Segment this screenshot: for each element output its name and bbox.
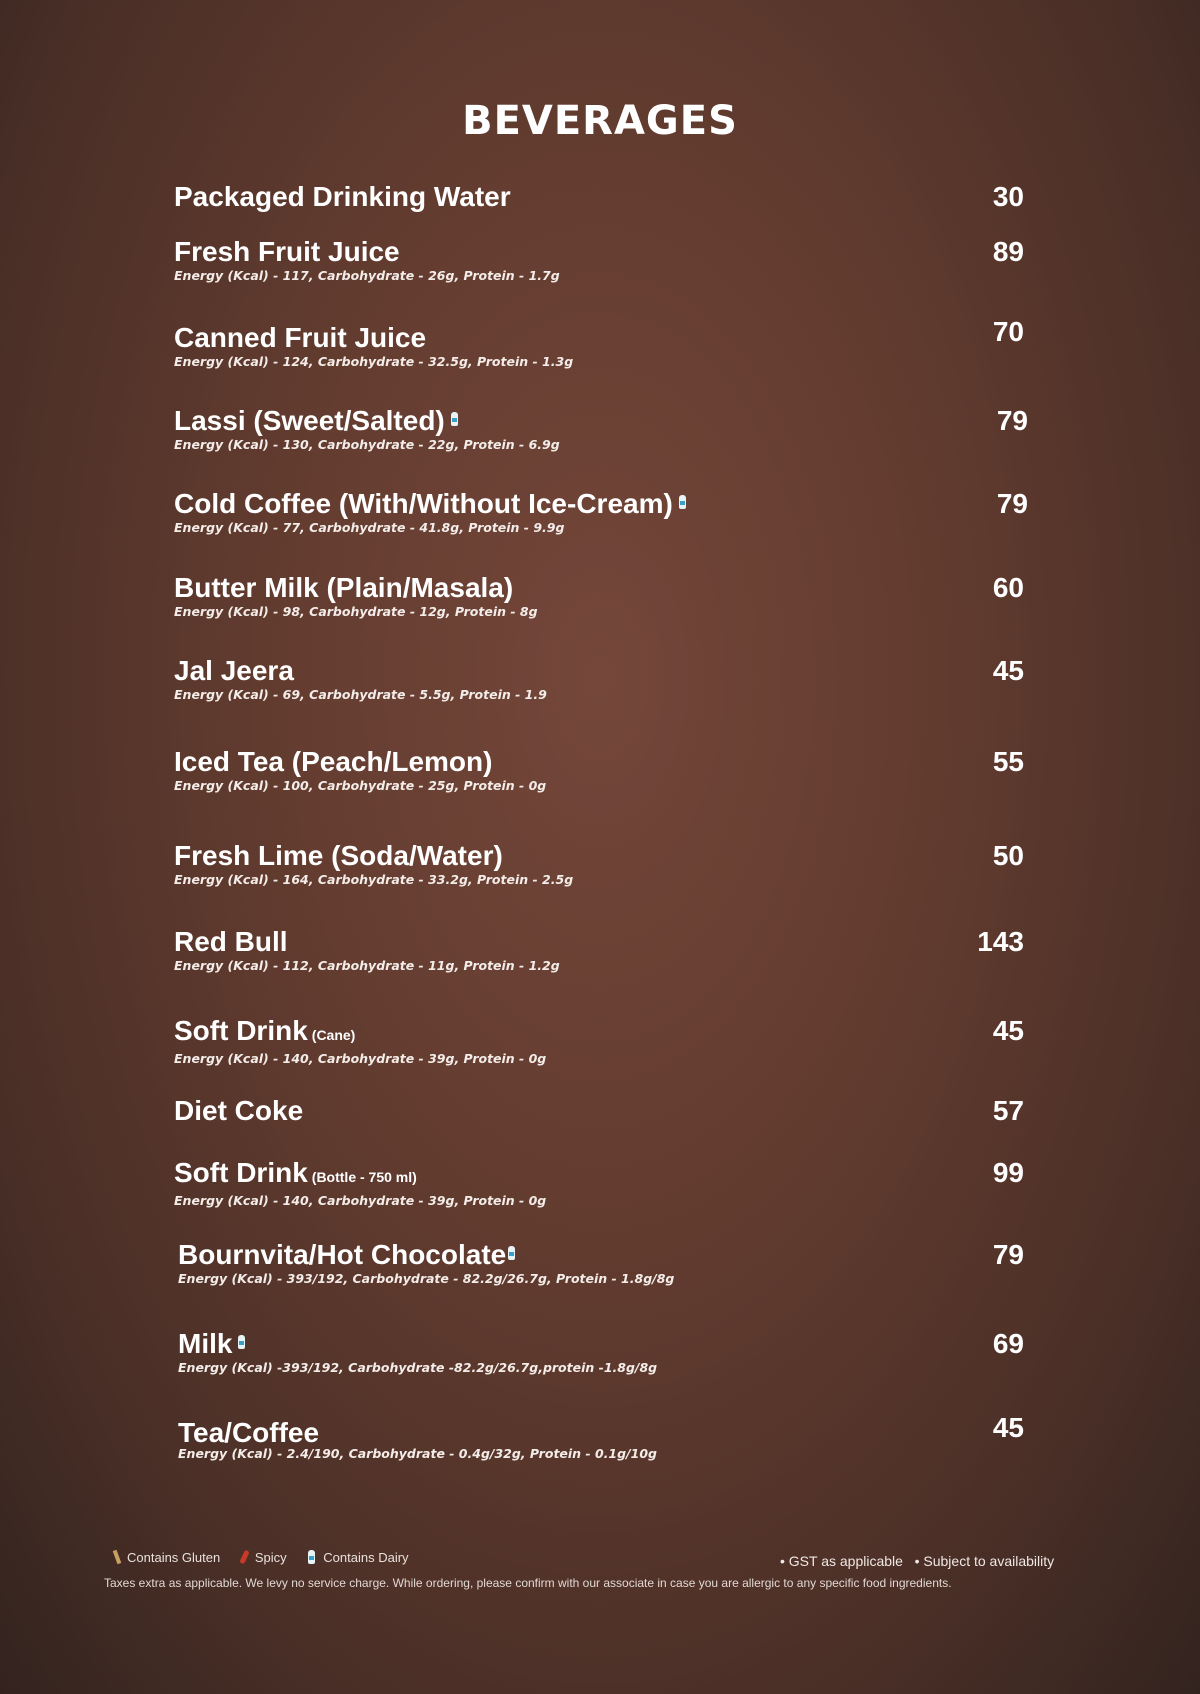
menu-title: BEVERAGES — [462, 98, 738, 144]
item-price: 143 — [977, 926, 1024, 957]
item-name: Soft Drink — [174, 1015, 308, 1046]
item-price: 99 — [992, 1157, 1024, 1188]
menu-item — [174, 1095, 1024, 1127]
dairy-icon — [679, 495, 686, 509]
item-price: 45 — [992, 655, 1024, 686]
item-name: Diet Coke — [174, 1095, 304, 1126]
item-nutrition: Energy (Kcal) - 164, Carbohydrate - 33.2g, Protein - 2.5g — [174, 872, 574, 887]
item-variant: (Cane) — [311, 1027, 356, 1043]
tax-note: Taxes extra as applicable. We levy no service charge. While ordering, please confirm with our associate in case you are allergic to any specific food ingredients. — [104, 1576, 952, 1590]
legend-spicy-label: Spicy — [254, 1550, 287, 1565]
legend-dairy — [308, 1550, 408, 1565]
item-name: Iced Tea (Peach/Lemon) — [174, 746, 493, 777]
item-nutrition: Energy (Kcal) - 69, Carbohydrate - 5.5g, Protein - 1.9 — [174, 687, 547, 702]
item-name: Jal Jeera — [174, 655, 294, 686]
item-variant: (Bottle - 750 ml) — [311, 1169, 417, 1185]
gst-note: • GST as applicable — [780, 1553, 903, 1569]
item-price: 45 — [992, 1015, 1024, 1046]
menu-item — [174, 1157, 1024, 1209]
menu-item — [174, 926, 1024, 974]
item-price: 79 — [996, 488, 1028, 519]
item-price: 69 — [992, 1328, 1024, 1359]
item-name: Soft Drink — [174, 1157, 308, 1188]
item-nutrition: Energy (Kcal) - 117, Carbohydrate - 26g, Protein - 1.7g — [174, 268, 560, 283]
menu-item — [174, 655, 1024, 703]
item-nutrition: Energy (Kcal) - 77, Carbohydrate - 41.8g, Protein - 9.9g — [174, 520, 565, 535]
item-nutrition: Energy (Kcal) - 98, Carbohydrate - 12g, Protein - 8g — [174, 604, 538, 619]
menu-item — [174, 488, 1028, 536]
item-name: Fresh Lime (Soda/Water) — [174, 840, 503, 871]
wheat-icon — [113, 1550, 122, 1565]
item-name: Red Bull — [174, 926, 288, 957]
menu-item — [174, 746, 1024, 794]
legend-gluten-label: Contains Gluten — [127, 1550, 221, 1565]
item-price: 70 — [992, 316, 1024, 347]
menu-item — [178, 1328, 1024, 1376]
item-price: 89 — [992, 236, 1024, 267]
item-price: 55 — [992, 746, 1024, 777]
notes — [780, 1553, 1054, 1569]
item-price: 79 — [996, 405, 1028, 436]
item-nutrition: Energy (Kcal) - 393/192, Carbohydrate - 82.2g/26.7g, Protein - 1.8g/8g — [178, 1271, 675, 1286]
availability-note: • Subject to availability — [914, 1553, 1055, 1569]
menu-item — [174, 572, 1024, 620]
item-nutrition: Energy (Kcal) - 130, Carbohydrate - 22g, Protein - 6.9g — [174, 437, 560, 452]
menu-item — [174, 181, 1024, 213]
item-name: Butter Milk (Plain/Masala) — [174, 572, 514, 603]
item-nutrition: Energy (Kcal) - 100, Carbohydrate - 25g, Protein - 0g — [174, 778, 547, 793]
item-nutrition: Energy (Kcal) - 124, Carbohydrate - 32.5g, Protein - 1.3g — [174, 354, 574, 369]
dairy-icon — [238, 1335, 245, 1349]
dietary-legend — [115, 1550, 427, 1565]
item-name: Fresh Fruit Juice — [174, 236, 400, 267]
item-name: Bournvita/Hot Chocolate — [178, 1239, 507, 1270]
menu-item — [174, 405, 1028, 453]
menu-item — [174, 840, 1024, 888]
item-name: Milk — [178, 1328, 233, 1359]
item-name: Packaged Drinking Water — [174, 181, 511, 212]
item-nutrition: Energy (Kcal) - 140, Carbohydrate - 39g, Protein - 0g — [174, 1193, 547, 1208]
menu-item — [174, 316, 1024, 370]
item-price: 30 — [992, 181, 1024, 212]
legend-spicy — [242, 1550, 287, 1565]
chili-icon — [239, 1550, 249, 1565]
item-nutrition: Energy (Kcal) - 2.4/190, Carbohydrate - 0.4g/32g, Protein - 0.1g/10g — [178, 1446, 657, 1461]
menu-item — [174, 1015, 1024, 1067]
menu-item — [178, 1412, 1024, 1462]
dairy-icon — [308, 1550, 315, 1564]
legend-dairy-label: Contains Dairy — [323, 1550, 409, 1565]
item-price: 60 — [992, 572, 1024, 603]
item-price: 79 — [992, 1239, 1024, 1270]
item-name: Cold Coffee (With/Without Ice-Cream) — [174, 488, 673, 519]
item-price: 45 — [992, 1412, 1024, 1443]
item-nutrition: Energy (Kcal) -393/192, Carbohydrate -82.2g/26.7g,protein -1.8g/8g — [178, 1360, 658, 1375]
dairy-icon — [451, 412, 458, 426]
item-name: Lassi (Sweet/Salted) — [174, 405, 445, 436]
dairy-icon — [508, 1246, 515, 1260]
item-nutrition: Energy (Kcal) - 112, Carbohydrate - 11g, Protein - 1.2g — [174, 958, 560, 973]
item-price: 50 — [992, 840, 1024, 871]
item-price: 57 — [992, 1095, 1024, 1126]
item-nutrition: Energy (Kcal) - 140, Carbohydrate - 39g, Protein - 0g — [174, 1051, 547, 1066]
item-name: Tea/Coffee — [178, 1417, 320, 1448]
legend-gluten — [115, 1550, 220, 1565]
item-name: Canned Fruit Juice — [174, 322, 427, 353]
menu-item — [178, 1239, 1024, 1287]
menu-item — [174, 236, 1024, 284]
